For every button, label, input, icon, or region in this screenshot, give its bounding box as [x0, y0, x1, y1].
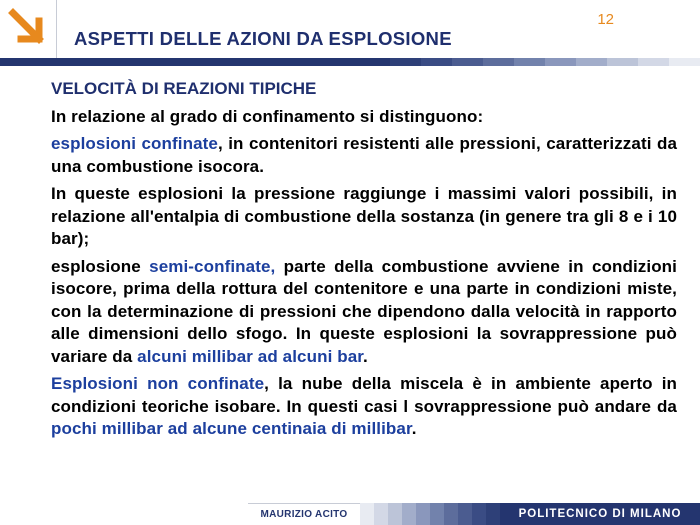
paragraph-unconfined — [51, 373, 677, 441]
highlight-unconfined: Esplosioni non confinate — [51, 374, 265, 393]
paragraph-text: . — [363, 346, 368, 366]
paragraph-text: parte della combustione avviene in condizioni isocore, prima della rottura del contenitore e una parte in condizioni miste, con la determinazione di pressioni che dipendono dalla velocità in rapporto alle dimensioni dello sfogo. In queste esplosioni la sovrappressione può variare da — [51, 256, 677, 366]
paragraph-semi-confined — [51, 256, 677, 369]
slide-title: ASPETTI DELLE AZIONI DA ESPLOSIONE — [74, 28, 452, 49]
header-band — [0, 58, 700, 66]
highlight-range: pochi millibar ad alcune centinaia di millibar — [51, 419, 412, 438]
intro-paragraph: In relazione al grado di confinamento si distinguono: — [51, 106, 484, 126]
paragraph-pressure: In queste esplosioni la pressione raggiunge i massimi valori possibili, in relazione all'entalpia di combustione della sostanza (in genere tra gli 8 e i 10 bar); — [51, 184, 677, 248]
highlight-semi-confined: semi-confinate, — [149, 256, 276, 276]
footer-spacer — [0, 503, 248, 525]
highlight-range: alcuni millibar ad alcuni bar — [137, 346, 364, 366]
page-number: 12 — [597, 11, 614, 28]
footer-institution: POLITECNICO DI MILANO — [500, 503, 700, 525]
arrow-down-right-icon — [8, 8, 48, 48]
footer-band — [360, 503, 500, 525]
logo — [0, 0, 57, 58]
paragraph-text: esplosione — [51, 256, 150, 276]
paragraph-text: , la nube della miscela è in ambiente aperto in condizioni teoriche isobare. In questi casi l sovrappressione può andare da — [51, 374, 678, 416]
paragraph-text: , in contenitori resistenti alle pressioni, caratterizzati da una combustione isocora. — [51, 134, 678, 176]
paragraph-confined — [51, 133, 677, 178]
paragraph-text: . — [411, 419, 417, 438]
section-heading: VELOCITÀ DI REAZIONI TIPICHE — [51, 79, 317, 98]
slide-content — [51, 78, 677, 446]
highlight-confined: esplosioni confinate — [51, 134, 218, 153]
footer-author: MAURIZIO ACITO — [248, 503, 360, 525]
footer — [0, 503, 700, 525]
